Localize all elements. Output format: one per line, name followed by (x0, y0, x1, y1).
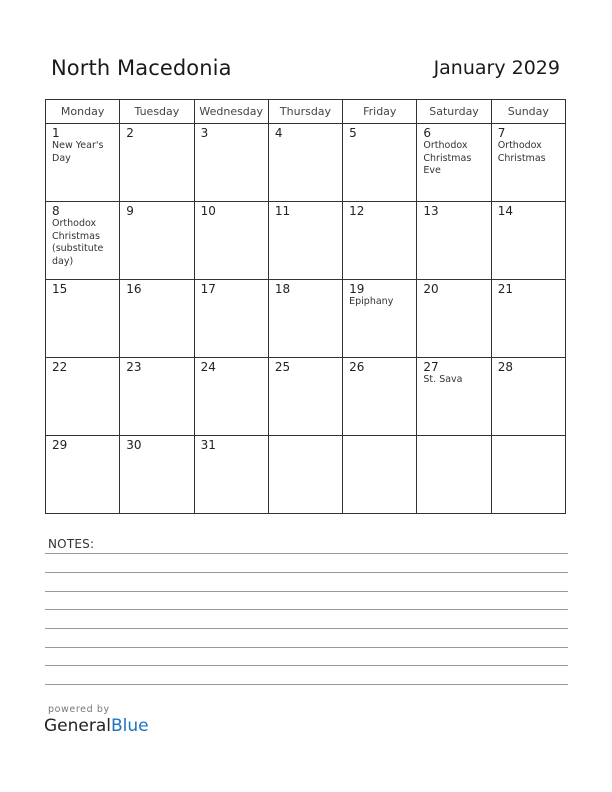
day-number: 15 (52, 282, 68, 296)
day-number: 26 (349, 360, 365, 374)
logo-text-blue: Blue (111, 716, 149, 736)
day-cell (46, 202, 120, 280)
note-line (45, 572, 568, 573)
weekday-header: Monday (46, 100, 120, 124)
day-number: 2 (126, 126, 134, 140)
week-row (46, 436, 566, 514)
day-number: 5 (349, 126, 357, 140)
note-line (45, 628, 568, 629)
day-cell (120, 436, 194, 514)
week-row (46, 124, 566, 202)
note-line (45, 553, 568, 554)
day-number: 21 (497, 282, 513, 296)
day-cell (194, 202, 268, 280)
day-number: 28 (497, 360, 513, 374)
day-number: 1 (52, 126, 60, 140)
month-year-title: January 2029 (433, 57, 560, 79)
holiday-label: St. Sava (423, 374, 463, 385)
day-number: 16 (126, 282, 142, 296)
day-cell (268, 202, 342, 280)
day-number: 31 (200, 438, 216, 452)
day-number: 3 (200, 126, 209, 140)
holiday-label: Orthodox Christmas (497, 140, 546, 164)
weekday-header: Thursday (268, 100, 342, 124)
empty-day-cell (491, 436, 565, 514)
weekday-header: Sunday (491, 100, 565, 124)
day-cell (268, 358, 342, 436)
holiday-label: Orthodox Christmas Eve (423, 140, 472, 176)
day-number: 17 (200, 282, 216, 296)
day-number: 13 (423, 204, 439, 218)
day-number: 8 (52, 204, 60, 218)
day-cell (120, 124, 194, 202)
day-cell (46, 280, 120, 358)
week-row (46, 202, 566, 280)
note-line (45, 684, 568, 685)
day-cell (491, 124, 565, 202)
day-cell (120, 280, 194, 358)
day-cell (194, 436, 268, 514)
note-line (45, 609, 568, 610)
holiday-label: Orthodox Christmas (substitute day) (52, 218, 104, 267)
note-line (45, 665, 568, 666)
day-cell (417, 358, 491, 436)
day-number: 7 (497, 126, 506, 140)
day-cell (120, 202, 194, 280)
calendar-grid (45, 99, 566, 514)
day-cell (491, 202, 565, 280)
day-number: 19 (349, 282, 365, 296)
day-cell (46, 124, 120, 202)
day-cell (268, 280, 342, 358)
day-cell (46, 436, 120, 514)
weekday-header: Friday (343, 100, 417, 124)
logo-text-general: General (44, 716, 111, 736)
note-line (45, 647, 568, 648)
day-number: 6 (423, 126, 432, 140)
day-number: 12 (349, 204, 365, 218)
day-cell (194, 124, 268, 202)
weekday-header: Tuesday (120, 100, 194, 124)
day-cell (194, 358, 268, 436)
day-cell (417, 124, 491, 202)
day-number: 10 (200, 204, 216, 218)
week-row (46, 358, 566, 436)
powered-by-text: powered by (48, 704, 110, 715)
notes-label: NOTES: (48, 537, 95, 551)
day-cell (417, 280, 491, 358)
day-cell (194, 280, 268, 358)
day-cell (417, 202, 491, 280)
day-number: 23 (126, 360, 142, 374)
day-number: 22 (52, 360, 68, 374)
day-cell (343, 280, 417, 358)
day-cell (491, 358, 565, 436)
day-number: 20 (423, 282, 439, 296)
generalblue-logo[interactable] (44, 716, 149, 736)
holiday-label: Epiphany (349, 296, 394, 307)
day-cell (46, 358, 120, 436)
holiday-label: New Year's Day (52, 140, 104, 164)
empty-day-cell (268, 436, 342, 514)
day-number: 24 (200, 360, 216, 374)
day-number: 25 (274, 360, 291, 374)
day-number: 4 (274, 126, 283, 140)
weekday-header: Saturday (417, 100, 491, 124)
week-row (46, 280, 566, 358)
day-cell (343, 358, 417, 436)
day-cell (343, 124, 417, 202)
day-number: 9 (126, 204, 134, 218)
empty-day-cell (343, 436, 417, 514)
day-number: 27 (423, 360, 439, 374)
day-cell (343, 202, 417, 280)
empty-day-cell (417, 436, 491, 514)
country-title: North Macedonia (51, 56, 232, 80)
day-cell (120, 358, 194, 436)
day-number: 29 (52, 438, 68, 452)
day-cell (491, 280, 565, 358)
day-number: 14 (497, 204, 513, 218)
day-number: 30 (126, 438, 142, 452)
note-line (45, 591, 568, 592)
weekday-header-row (46, 100, 566, 124)
day-number: 18 (274, 282, 291, 296)
weekday-header: Wednesday (194, 100, 268, 124)
day-cell (268, 124, 342, 202)
day-number: 11 (274, 204, 291, 218)
